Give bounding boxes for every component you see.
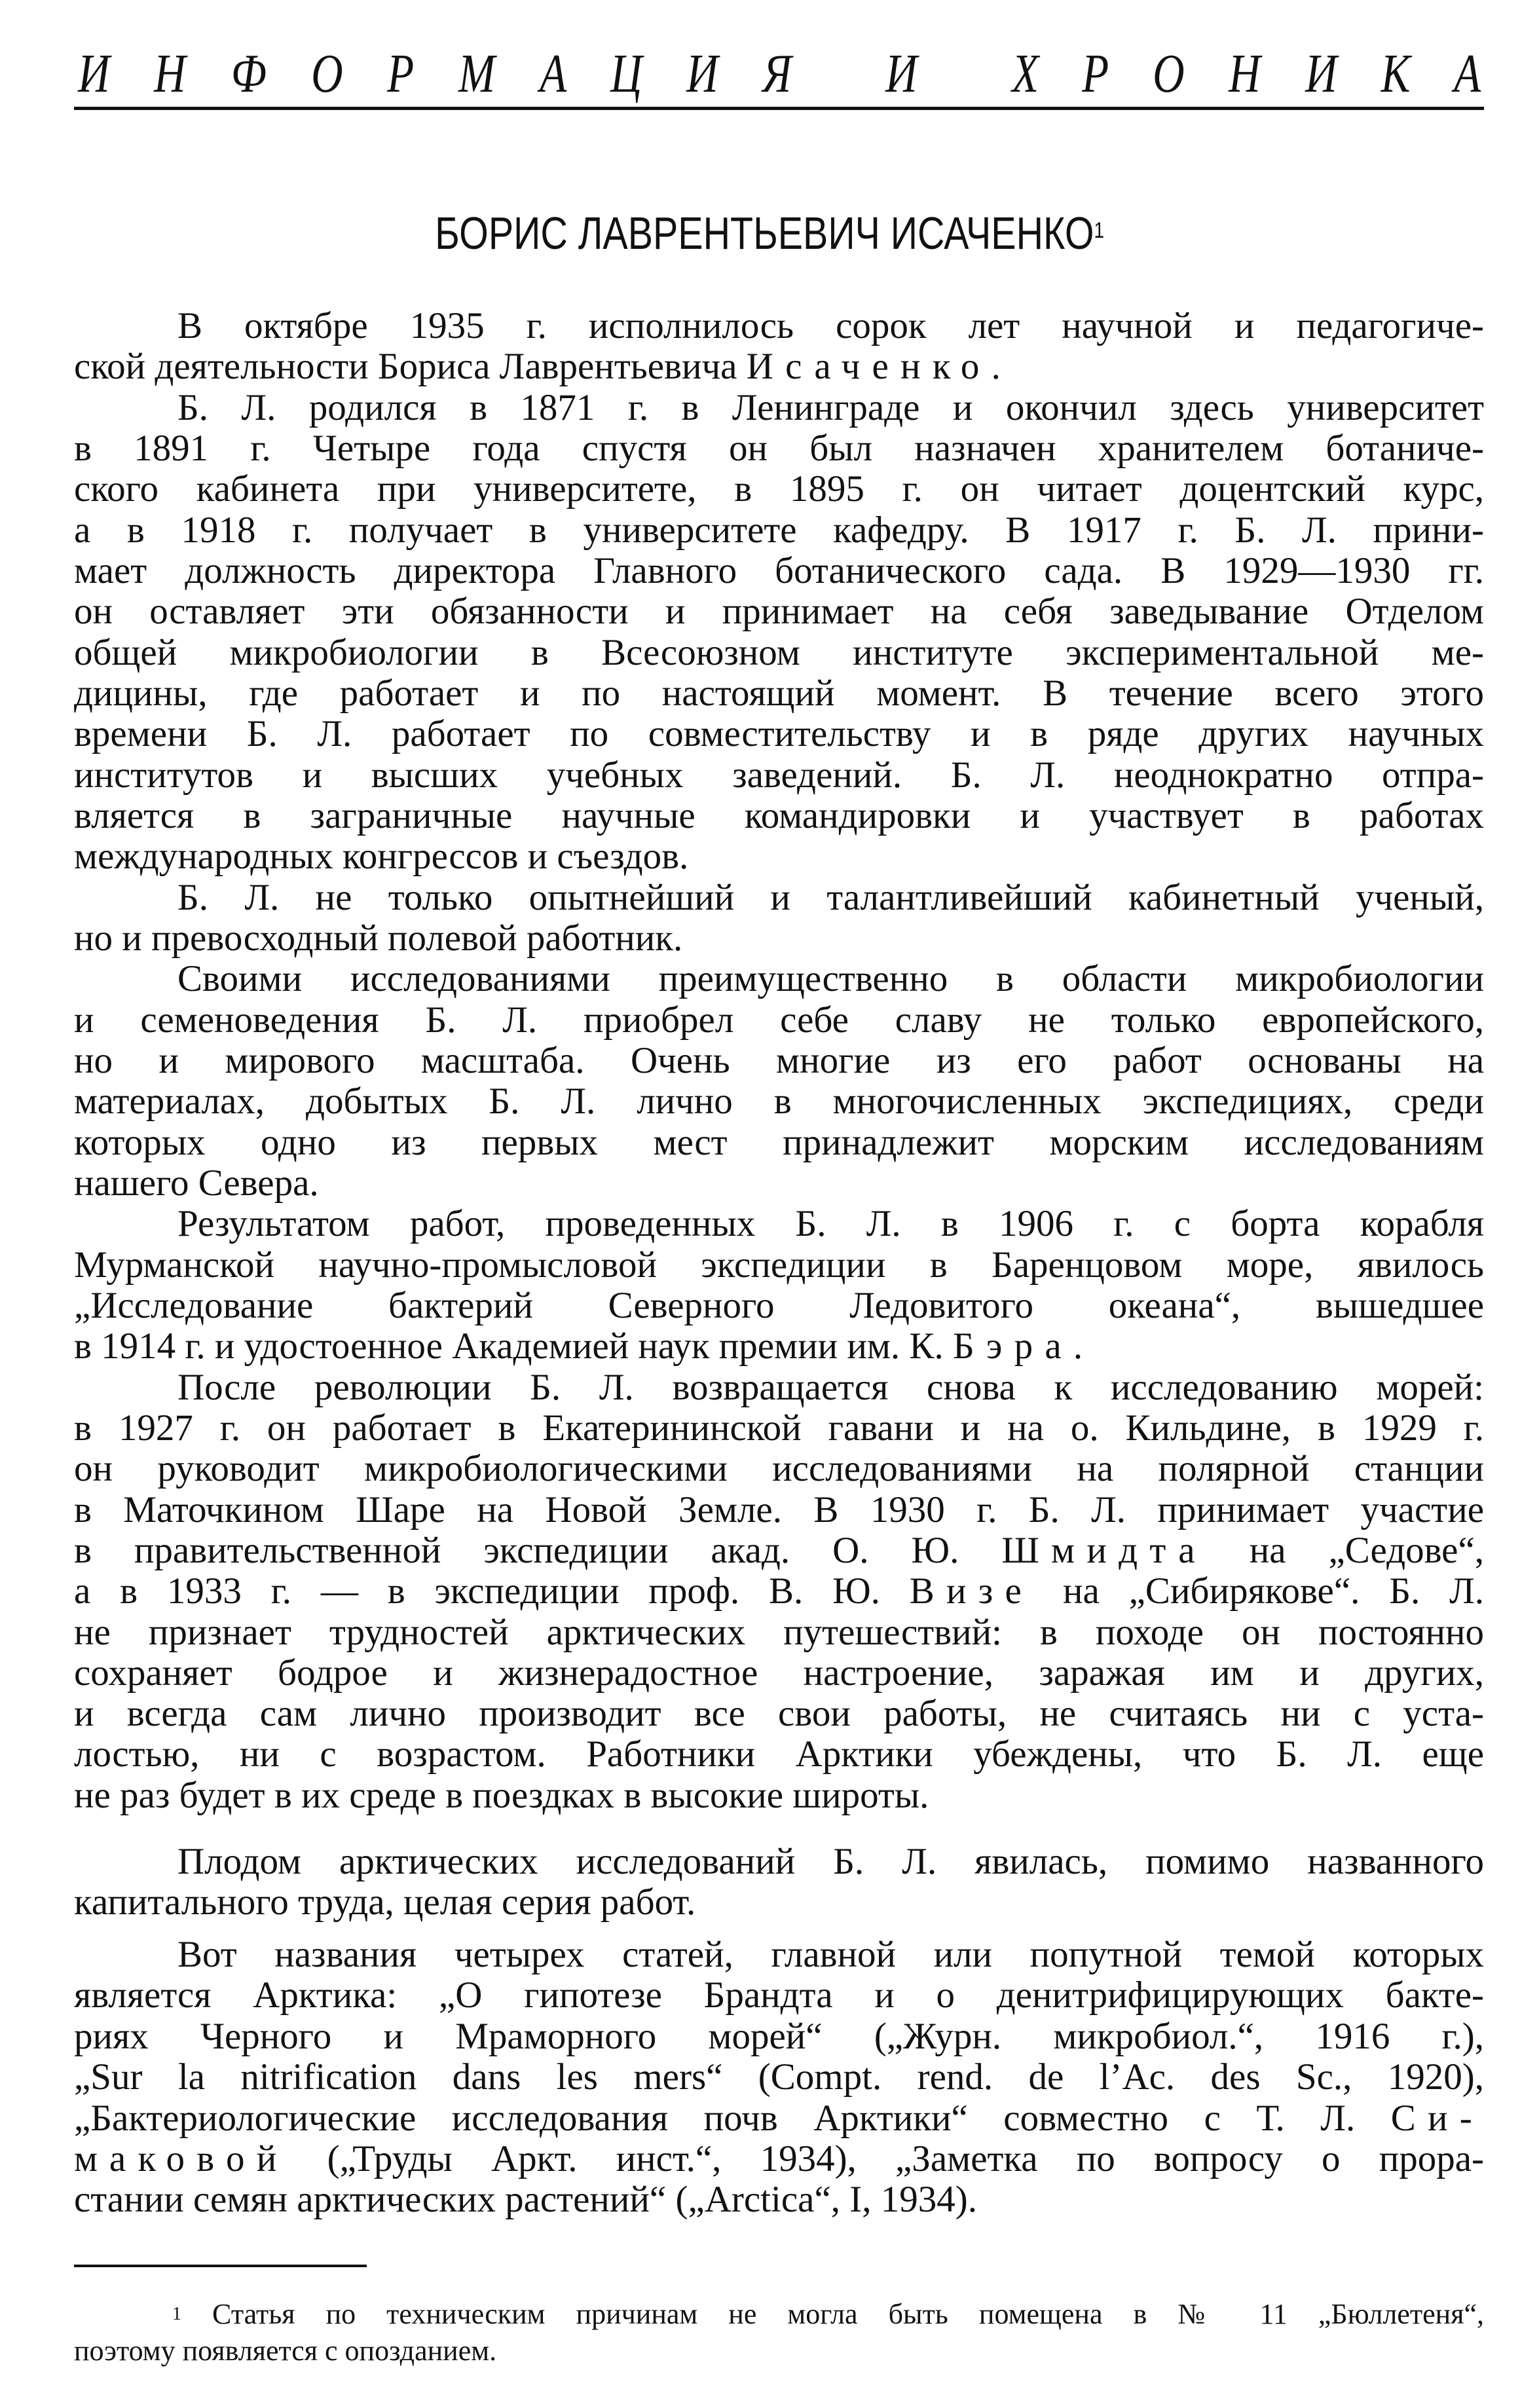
header-letter: Р [1081,43,1109,104]
header-letter: А [539,43,566,104]
text-line [74,836,1484,877]
article-body-part-3 [74,1935,1484,2221]
text-segment: не раз будет в их среде в поездках в высокие широты. [74,1774,929,1816]
spaced-name: Исаченко [746,346,992,388]
paragraph [74,1367,1484,1817]
text-line [74,1163,1484,1204]
article-title [0,208,1539,258]
paragraph [74,306,1484,388]
paragraph [74,1842,1484,1923]
text-line [74,1935,1484,1975]
text-line [74,1571,1484,1612]
header-letter: Я [762,43,792,104]
footnote-mark: 1 [172,2304,181,2324]
text-line [74,1734,1484,1775]
text-line [74,673,1484,714]
text-segment: Результатом работ, проведенных Б. Л. в 1906 г. с борта корабля [177,1203,1484,1245]
text-line [74,714,1484,754]
text-segment: нашего Севера. [74,1162,319,1204]
text-line [74,2179,1484,2220]
text-segment: времени Б. Л. работает по совместительству и в ряде других научных [74,713,1484,755]
text-segment: риях Черного и Мраморного морей“ („Журн. микробиол.“, 1916 г.), [74,2015,1484,2057]
text-segment: . [991,346,1001,388]
header-letter: К [1381,43,1411,104]
text-segment: международных конгрессов и съездов. [74,836,689,878]
text-segment: которых одно из первых мест принадлежит морским исследованиям [74,1121,1484,1163]
text-segment: на „Сибирякове“. Б. Л. [1033,1570,1484,1612]
text-segment: ского кабинета при университете, в 1895 г. он читает доцентский курс, [74,468,1484,510]
text-segment: Плодом арктических исследований Б. Л. явилась, помимо названного [177,1841,1484,1882]
header-letter: Н [1229,43,1261,104]
text-segment: но и мирового масштаба. Очень многие из его работ основаны на [74,1039,1484,1081]
text-line [74,2016,1484,2057]
text-line [74,1367,1484,1408]
footnote [74,2296,1484,2369]
text-segment: ской деятельности Бориса Лаврентьевича [74,346,747,388]
header-letter: Р [386,43,414,104]
text-segment: „Sur la nitrification dans les mers“ (Compt. rend. de l’Ac. des Sc., 1920), [74,2056,1484,2098]
text-segment: но и превосходный полевой работник. [74,917,683,959]
header-letter: Н [154,43,187,104]
text-line [74,1975,1484,2016]
text-segment: а в 1918 г. получает в университете кафедру. В 1917 г. Б. Л. прини- [74,509,1484,551]
text-line [74,878,1484,918]
text-line [74,633,1484,673]
text-line [74,1694,1484,1734]
header-letter [833,51,844,97]
header-letter: А [1453,43,1481,104]
text-segment: в 1914 г. и удостоенное Академией наук премии им. К. [74,1325,953,1367]
text-line [74,1000,1484,1041]
text-line [74,1653,1484,1694]
header-letter: И [1305,43,1337,104]
text-segment: В октябре 1935 г. исполнилось сорок лет научной и педагогиче- [177,305,1484,346]
text-segment: „Исследование бактерий Северного Ледовитого океана“, вышедшее [74,1284,1484,1326]
header-letter: И [78,43,110,104]
header-letter: Ф [231,43,267,104]
spaced-name: маковой [74,2138,289,2179]
text-segment: а в 1933 г. — в экспедиции проф. В. Ю. [74,1570,910,1612]
footnote-text: поэтому появляется с опозданием. [74,2335,497,2367]
text-line [74,2139,1484,2179]
text-segment: Б. Л. не только опытнейший и талантливейший кабинетный ученый, [177,876,1484,918]
footnote-line [74,2333,1484,2369]
text-line [74,796,1484,836]
text-line [74,1612,1484,1653]
text-segment: материалах, добытых Б. Л. лично в многочисленных экспедициях, среди [74,1081,1484,1122]
text-line [74,1286,1484,1326]
text-segment: Своими исследованиями преимущественно в области микробиологии [177,958,1484,1000]
text-line [74,1490,1484,1530]
header-letter: О [1152,43,1185,104]
paragraph [74,388,1484,878]
footnote-text: Статья по техническим причинам не могла быть помещена в № 11 „Бюллетеня“, [181,2298,1484,2330]
text-line [74,1245,1484,1286]
section-header [74,43,1484,104]
header-letter: И [686,43,718,104]
text-segment: Б. Л. родился в 1871 г. в Ленинграде и окончил здесь университет [177,386,1484,428]
text-line [74,510,1484,551]
text-segment: в Маточкином Шаре на Новой Земле. В 1930 г. Б. Л. принимает участие [74,1489,1484,1530]
footnote-reference[interactable]: 1 [1094,218,1104,243]
paragraph [74,1204,1484,1367]
spaced-name: Визе [909,1570,1034,1612]
text-line [74,346,1484,387]
text-segment: („Труды Аркт. инст.“, 1934), „Заметка по вопросу о прора- [288,2138,1484,2179]
text-line [74,1122,1484,1163]
text-line [74,1041,1484,1081]
footnote-divider [74,2265,367,2267]
header-letter: М [458,43,495,104]
text-segment: не признает трудностей арктических путешествий: в походе он постоянно [74,1611,1484,1653]
text-segment: стании семян арктических растений“ („Arctica“, I, 1934). [74,2179,977,2221]
text-segment: сохраняет бодрое и жизнерадостное настроение, заражая им и других, [74,1652,1484,1694]
text-segment: После революции Б. Л. возвращается снова к исследованию морей: [177,1366,1484,1408]
paragraph [74,878,1484,959]
header-letter: И [885,43,918,104]
text-segment: капитального труда, целая серия работ. [74,1881,696,1923]
spaced-name: Бэра [952,1325,1073,1367]
text-line [74,551,1484,591]
text-segment: вляется в заграничные научные командировки и участвует в работах [74,794,1484,836]
text-line [74,918,1484,959]
text-segment: Мурманской научно-промысловой экспедиции в Баренцовом море, явилось [74,1244,1484,1286]
article-body-part-1 [74,306,1484,1816]
text-line [74,1530,1484,1571]
text-segment: и семеноведения Б. Л. приобрел себе славу не только европейского, [74,999,1484,1041]
text-line [74,1842,1484,1882]
text-segment: лостью, ни с возрастом. Работники Арктики убеждены, что Б. Л. еще [74,1733,1484,1775]
article-title-text: БОРИС ЛАВРЕНТЬЕВИЧ ИСАЧЕНКО [435,208,1094,259]
text-segment: . [1073,1325,1083,1367]
text-segment: институтов и высших учебных заведений. Б. Л. неоднократно отпра- [74,754,1484,796]
text-segment: мает должность директора Главного ботанического сада. В 1929—1930 гг. [74,549,1484,591]
header-letter: Ц [610,43,642,104]
text-line [74,1882,1484,1923]
header-letter: Х [1011,43,1039,104]
text-segment: он руководит микробиологическими исследованиями на полярной станции [74,1448,1484,1490]
paragraph [74,1935,1484,2221]
text-segment: „Бактериологические исследования почв Арктики“ совместно с Т. Л. [74,2097,1391,2139]
article-body-part-2 [74,1842,1484,1923]
text-line [74,2057,1484,2098]
text-segment: дицины, где работает и по настоящий момент. В течение всего этого [74,672,1484,714]
text-line [74,428,1484,469]
paragraph [74,959,1484,1204]
spaced-name: Си- [1390,2097,1484,2139]
text-line [74,388,1484,428]
spaced-name: Шмидта [1001,1529,1207,1571]
text-line [74,1408,1484,1449]
text-line [74,591,1484,632]
text-line [74,1081,1484,1122]
text-line [74,959,1484,999]
text-line [74,1775,1484,1816]
text-line [74,755,1484,796]
header-rule [74,107,1484,110]
text-line [74,1326,1484,1367]
text-line [74,1449,1484,1489]
text-segment: в 1927 г. он работает в Екатерининской гавани и на о. Кильдине, в 1929 г. [74,1407,1484,1449]
header-letter [959,51,971,97]
text-line [74,469,1484,509]
text-segment: Вот названия четырех статей, главной или попутной темой которых [177,1934,1484,1975]
text-segment: в 1891 г. Четыре года спустя он был назначен хранителем ботаниче- [74,427,1484,469]
text-segment: на „Седове“, [1206,1529,1484,1571]
text-segment: и всегда сам лично производит все свои работы, не считаясь ни с уста- [74,1693,1484,1735]
text-segment: является Арктика: „О гипотезе Брандта и о денитрифицирующих бакте- [74,1974,1484,2016]
text-line [74,2098,1484,2139]
text-segment: общей микробиологии в Всесоюзном институте экспериментальной ме- [74,631,1484,673]
text-line [74,306,1484,346]
header-letter: О [311,43,343,104]
text-segment: в правительственной экспедиции акад. О. Ю. [74,1529,1002,1571]
footnote-line [74,2296,1484,2333]
text-segment: он оставляет эти обязанности и принимает на себя заведывание Отделом [74,591,1484,633]
text-line [74,1204,1484,1244]
